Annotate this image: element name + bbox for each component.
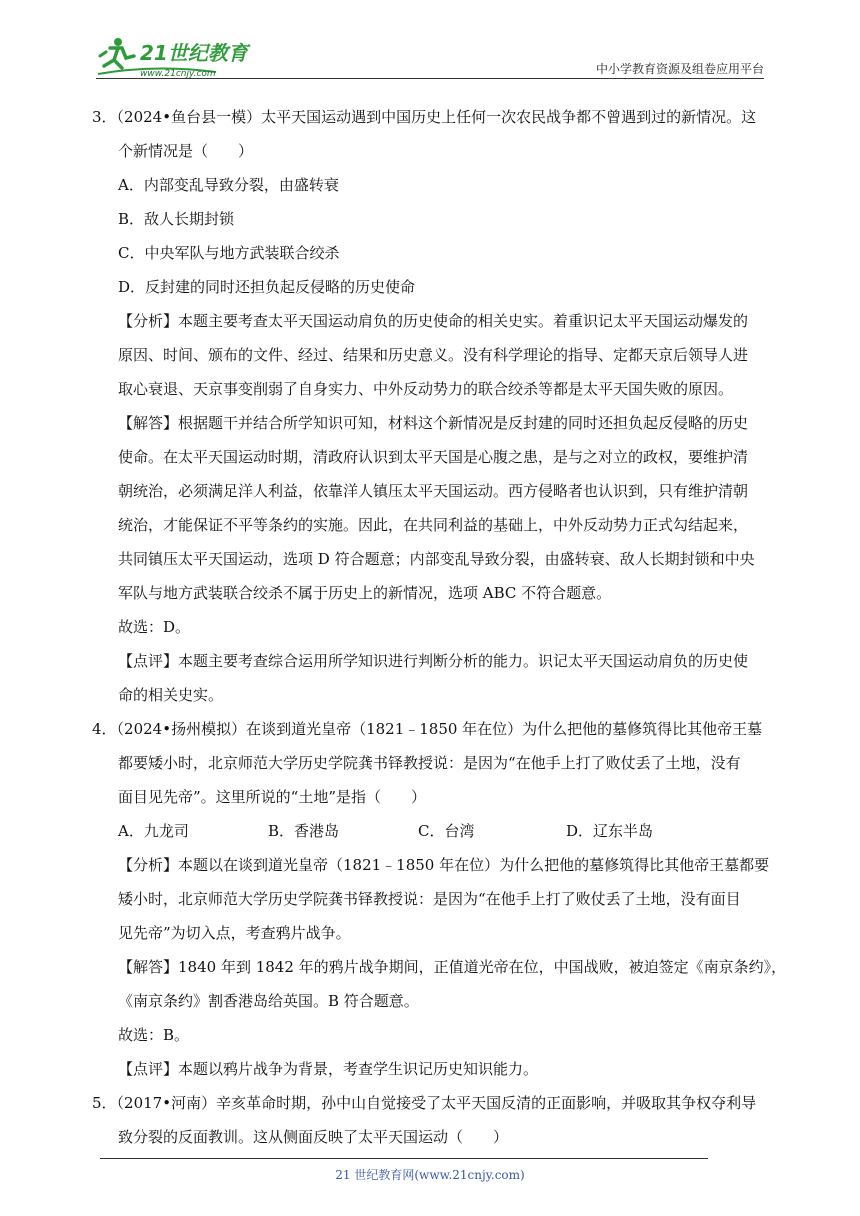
page-footer: 21 世纪教育网(www.21cnjy.com) (335, 1168, 525, 1182)
q3-answer-line6: 军队与地方武装联合绞杀不属于历史上的新情况，选项 ABC 不符合题意。 (118, 584, 612, 602)
logo (96, 34, 266, 80)
q4-stem-line1: 4．（2024•扬州模拟）在谈到道光皇帝（1821﹣1850 年在位）为什么把他的墓修筑得比其他帝王墓 (92, 720, 763, 738)
q4-analysis-line3: 见先帝”为切入点，考查鸦片战争。 (118, 924, 351, 942)
q5-stem-line1: 5．（2017•河南）辛亥革命时期，孙中山自觉接受了太平天国反清的正面影响，并吸取其争权夺利导 (92, 1094, 757, 1112)
q3-option-a: A．内部变乱导致分裂，由盛转衰 (118, 176, 339, 194)
q4-options (96, 814, 768, 848)
header-tagline: 中小学教育资源及组卷应用平台 (595, 62, 764, 76)
q3-analysis-line1: 【分析】本题主要考查太平天国运动肩负的历史使命的相关史实。着重识记太平天国运动爆发的 (118, 312, 749, 330)
q4-option-c: C．台湾 (418, 822, 475, 840)
q3-choice: 故选：D。 (118, 618, 191, 636)
q3-analysis-line2: 原因、时间、颁布的文件、经过、结果和历史意义。没有科学理论的指导、定都天京后领导人进 (118, 346, 749, 364)
q4-analysis-line1: 【分析】本题以在谈到道光皇帝（1821﹣1850 年在位）为什么把他的墓修筑得比其他帝王墓都要 (118, 856, 770, 874)
q4-stem-line2: 都要矮小时，北京师范大学历史学院龚书铎教授说：是因为“在他手上打了败仗丢了土地，没有 (118, 754, 741, 772)
q3-answer-line3: 朝统治，必须满足洋人利益，依靠洋人镇压太平天国运动。西方侵略者也认识到，只有维护清朝 (118, 482, 749, 500)
q3-comment-line2: 命的相关史实。 (118, 686, 224, 704)
q3-answer-line1: 【解答】根据题干并结合所学知识可知，材料这个新情况是反封建的同时还担负起反侵略的历史 (118, 414, 749, 432)
q3-option-c: C．中央军队与地方武装联合绞杀 (118, 244, 340, 262)
q4-analysis-line2: 矮小时，北京师范大学历史学院龚书铎教授说：是因为“在他手上打了败仗丢了土地，没有面目 (118, 890, 741, 908)
q3-answer-line4: 统治，才能保证不平等条约的实施。因此，在共同利益的基础上，中外反动势力正式勾结起来， (118, 516, 749, 534)
q4-comment-line1: 【点评】本题以鸦片战争为背景，考查学生识记历史知识能力。 (118, 1060, 539, 1078)
question-5 (92, 1086, 768, 1154)
page-content (92, 100, 787, 1154)
q4-choice: 故选：B。 (118, 1026, 190, 1044)
q5-stem-line2: 致分裂的反面教训。这从侧面反映了太平天国运动（ ） (118, 1128, 509, 1146)
q4-stem-line3: 面目见先帝”。这里所说的“土地”是指（ ） (118, 788, 427, 806)
q3-comment-line1: 【点评】本题主要考查综合运用所学知识进行判断分析的能力。识记太平天国运动肩负的历史使 (118, 652, 749, 670)
logo-url: www.21cnjy.com (140, 69, 216, 79)
q4-answer-line2: 《南京条约》割香港岛给英国。B 符合题意。 (118, 992, 419, 1010)
question-3 (92, 100, 768, 712)
q3-stem-line1: 3．（2024•鱼台县一模）太平天国运动遇到中国历史上任何一次农民战争都不曾遇到过的新情况。这 (92, 108, 757, 126)
q4-option-d: D．辽东半岛 (566, 822, 654, 840)
q4-answer-line1: 【解答】1840 年到 1842 年的鸦片战争期间，正值道光帝在位，中国战败，被迫签定《南京条约》， (118, 958, 787, 976)
question-4 (92, 712, 787, 1086)
q4-option-b: B．香港岛 (268, 822, 340, 840)
page-header (96, 34, 764, 80)
header-divider (96, 78, 764, 79)
q3-stem-line2: 个新情况是（ ） (118, 142, 254, 160)
q4-option-a: A．九龙司 (118, 822, 189, 840)
q3-option-b: B．敌人长期封锁 (118, 210, 235, 228)
footer-divider (100, 1158, 708, 1159)
q3-answer-line2: 使命。在太平天国运动时期，清政府认识到太平天国是心腹之患，是与之对立的政权，要维护清 (118, 448, 749, 466)
q3-answer-line5: 共同镇压太平天国运动，选项 D 符合题意；内部变乱导致分裂，由盛转衰、敌人长期封锁和中央 (118, 550, 755, 568)
q3-analysis-line3: 取心衰退、天京事变削弱了自身实力、中外反动势力的联合绞杀等都是太平天国失败的原因。 (118, 380, 734, 398)
q3-option-d: D．反封建的同时还担负起反侵略的历史使命 (118, 278, 416, 296)
logo-text: 21世纪教育 (140, 41, 248, 65)
